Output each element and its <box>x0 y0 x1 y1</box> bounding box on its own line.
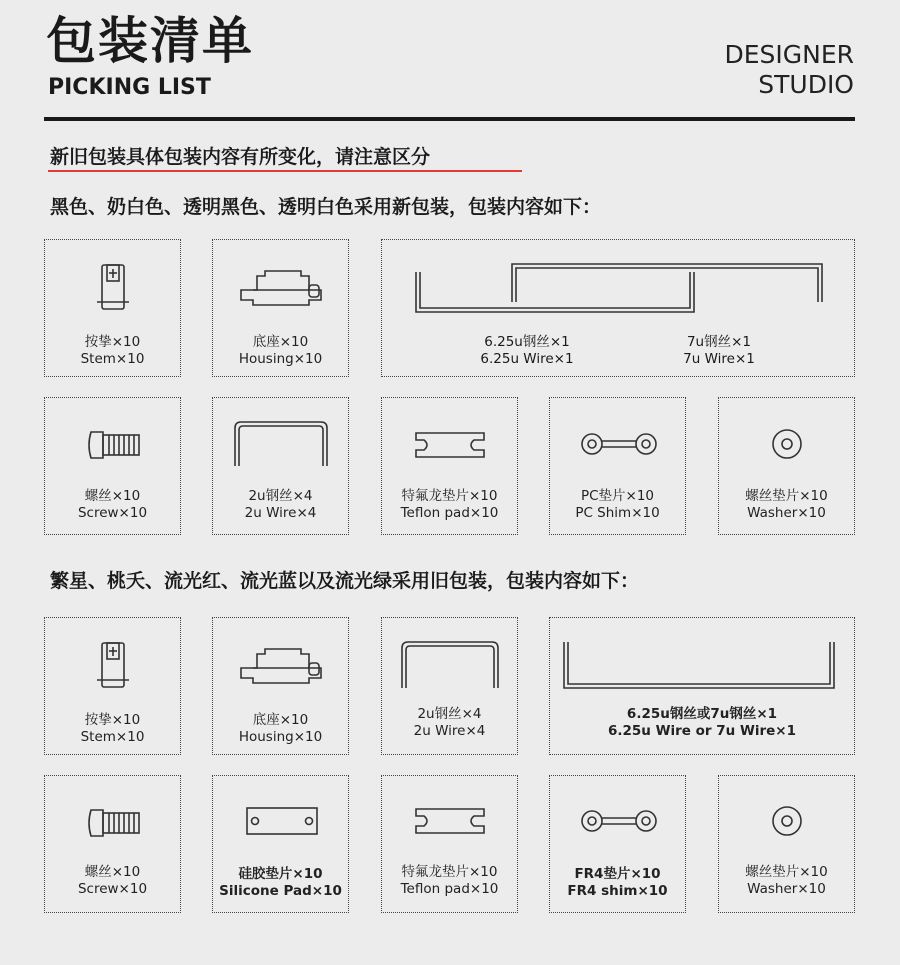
notice-underline <box>48 170 522 172</box>
item-label-en: Stem×10 <box>80 729 145 745</box>
item-label-cn: 特氟龙垫片×10 <box>401 864 498 880</box>
item-label-en: Housing×10 <box>238 351 323 367</box>
item-label-cn: PC垫片×10 <box>580 488 655 504</box>
item-pc-shim <box>549 397 686 535</box>
item-label-cn: 2u钢丝×4 <box>248 488 313 504</box>
item-label-cn: 按挚×10 <box>84 712 141 728</box>
section2-heading: 繁星、桃夭、流光红、流光蓝以及流光绿采用旧包装，包装内容如下： <box>50 570 640 592</box>
header-divider <box>44 117 855 121</box>
item-label-en: Teflon pad×10 <box>400 881 499 897</box>
item-label-en: 7u Wire×1 <box>683 351 755 367</box>
item-label-cn: 6.25u钢丝×1 <box>484 334 570 350</box>
item-label-cn: 螺丝×10 <box>84 864 141 880</box>
item-screw <box>44 775 181 913</box>
item-screw <box>44 397 181 535</box>
item-label-en: FR4 shim×10 <box>567 883 668 899</box>
item-label-cn: 7u钢丝×1 <box>686 334 752 350</box>
item-label-en: PC Shim×10 <box>575 505 660 521</box>
item-washer <box>718 775 855 913</box>
item-label-cn: 螺丝垫片×10 <box>745 488 828 504</box>
item-label-en: Silicone Pad×10 <box>219 883 342 899</box>
page-subtitle: PICKING LIST <box>48 75 211 100</box>
item-label-en: Screw×10 <box>77 881 148 897</box>
item-label-en: Screw×10 <box>77 505 148 521</box>
item-label-cn: 底座×10 <box>252 334 309 350</box>
item-2u-wire <box>381 617 518 755</box>
item-teflon-pad <box>381 397 518 535</box>
item-label-en: Stem×10 <box>80 351 145 367</box>
item-label-cn: 硅胶垫片×10 <box>238 866 323 882</box>
item-label-cn: 螺丝×10 <box>84 488 141 504</box>
item-label-cn: 特氟龙垫片×10 <box>401 488 498 504</box>
item-label-cn: 6.25u钢丝或7u钢丝×1 <box>626 706 778 722</box>
item-label-en: Washer×10 <box>747 505 826 521</box>
item-label-cn: 2u钢丝×4 <box>417 706 482 722</box>
item-label-cn: 底座×10 <box>252 712 309 728</box>
studio-line-1: DESIGNER <box>724 40 854 69</box>
item-label-en: Teflon pad×10 <box>400 505 499 521</box>
item-fr4-shim <box>549 775 686 913</box>
item-stem <box>44 239 181 377</box>
item-2u-wire <box>212 397 349 535</box>
item-stem <box>44 617 181 755</box>
studio-logo <box>724 40 854 100</box>
notice-text: 新旧包装具体包装内容有所变化，请注意区分 <box>50 146 431 168</box>
item-label-en: 6.25u Wire or 7u Wire×1 <box>607 723 797 739</box>
studio-line-2: STUDIO <box>758 70 854 99</box>
item-label-cn: 按挚×10 <box>84 334 141 350</box>
section1-heading: 黑色、奶白色、透明黑色、透明白色采用新包装，包装内容如下： <box>50 196 602 218</box>
item-housing <box>212 239 349 377</box>
item-label-cn: 螺丝垫片×10 <box>745 864 828 880</box>
item-long-wire <box>549 617 855 755</box>
item-label-cn: FR4垫片×10 <box>574 866 661 882</box>
item-label-en: 2u Wire×4 <box>244 505 317 521</box>
item-washer <box>718 397 855 535</box>
page-title: 包装清单 <box>46 12 254 70</box>
item-silicone-pad <box>212 775 349 913</box>
item-label-en: 6.25u Wire×1 <box>480 351 574 367</box>
item-label-en: Housing×10 <box>238 729 323 745</box>
item-label-en: Washer×10 <box>747 881 826 897</box>
item-teflon-pad <box>381 775 518 913</box>
item-long-wires <box>381 239 855 377</box>
item-housing <box>212 617 349 755</box>
item-label-en: 2u Wire×4 <box>413 723 486 739</box>
